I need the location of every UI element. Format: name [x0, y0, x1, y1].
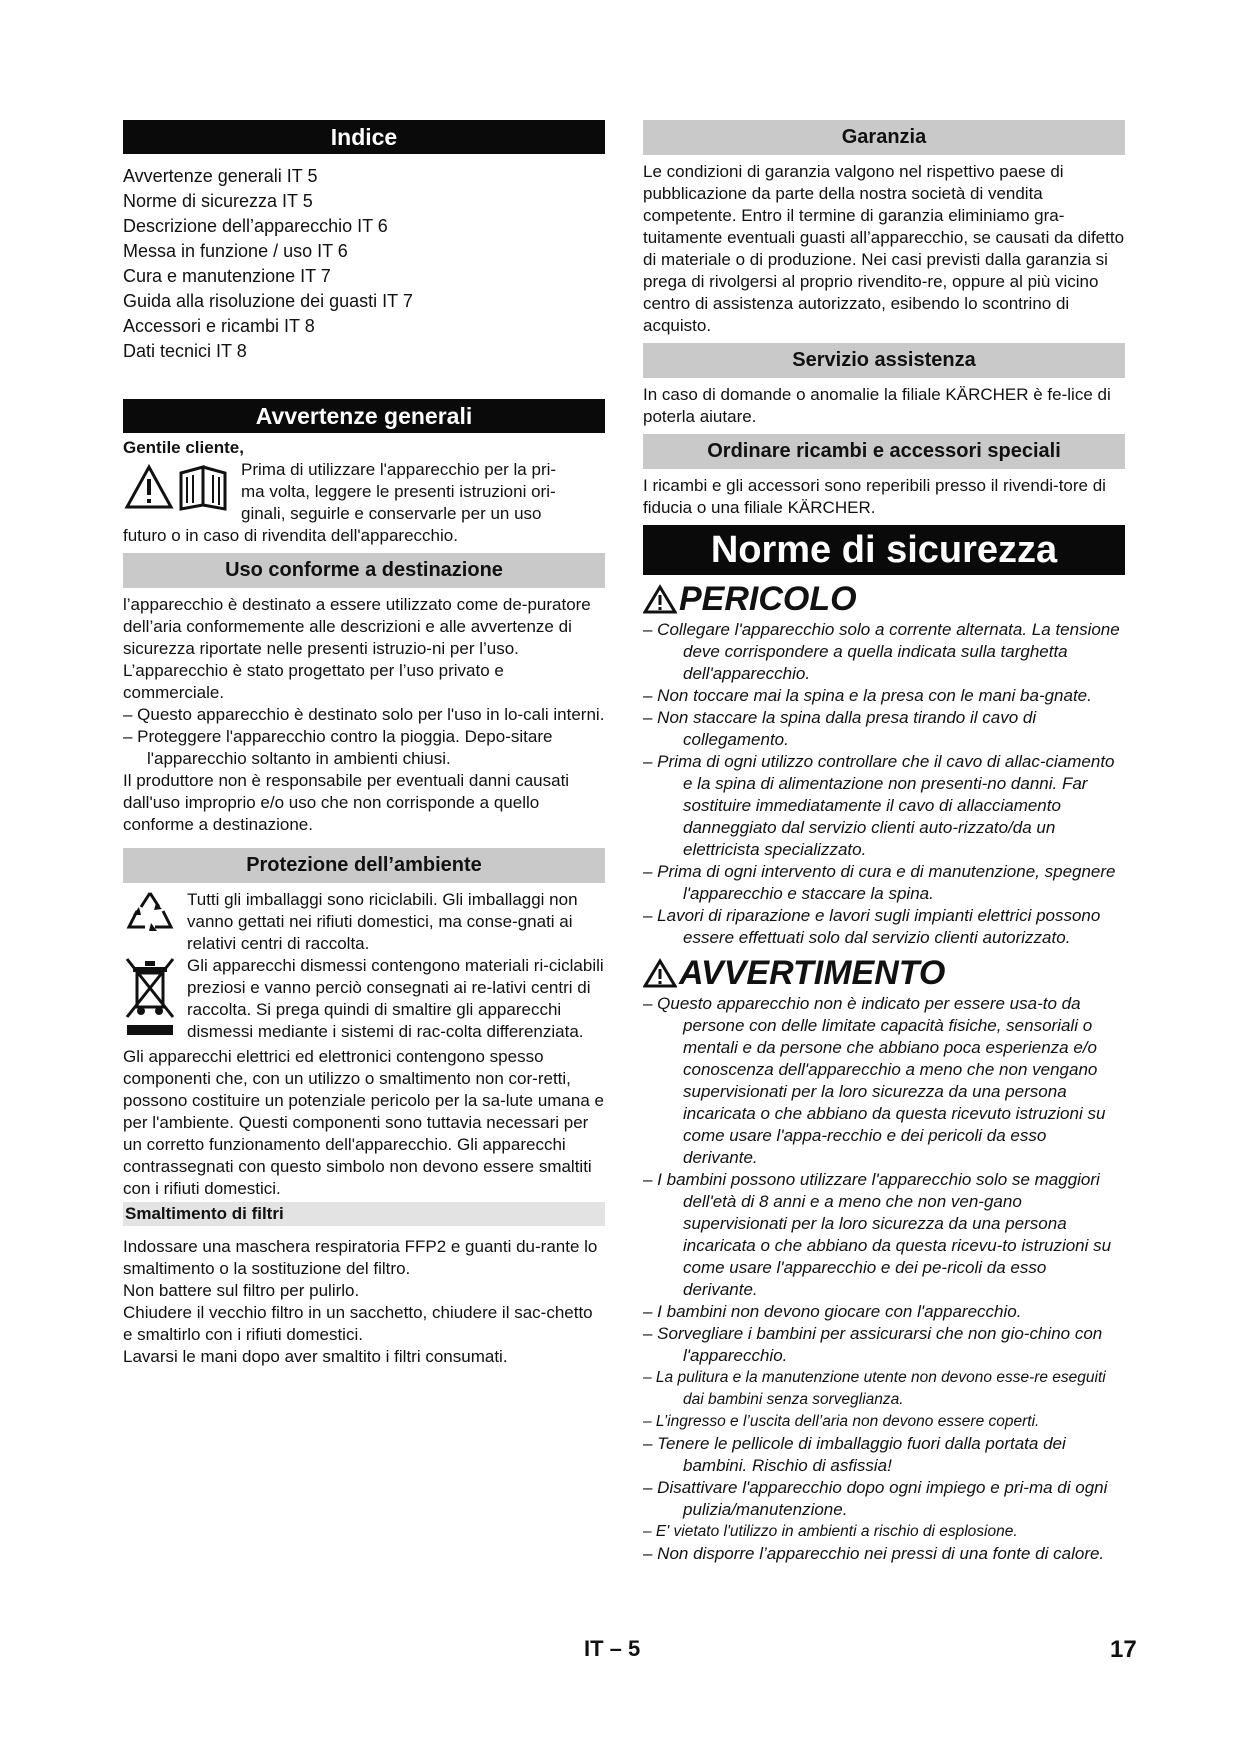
warning-item: – Tenere le pellicole di imballaggio fuori dalla portata dei bambini. Rischio di asfissia! — [643, 1434, 1066, 1475]
toc-item[interactable]: Accessori e ricambi IT 8 — [123, 316, 315, 336]
danger-item: – Lavori di riparazione e lavori sugli impianti elettrici possono essere effettuati solo dal servizio clienti autorizzato. — [643, 906, 1101, 947]
warning-item: – Questo apparecchio non è indicato per essere usa-to da persone con delle limitate capacità fisiche, sensoriali o mentali e da persone che abbiano poca esperienza e/o conoscenza dell'apparecchio a meno che non vengano supervisionati per la loro sicurezza da una persona incaricata o che abbiano da questa ricevuto istruzioni su come usare l'appa-recchio e dei pericoli da esso derivante. — [643, 994, 1106, 1167]
recycling-icon — [123, 889, 177, 939]
danger-title — [643, 579, 1125, 619]
toc-item[interactable]: Norme di sicurezza IT 5 — [123, 191, 313, 211]
warning-item: – L’ingresso e l’uscita dell’aria non devono essere coperti. — [643, 1413, 1040, 1430]
warning-item: – La pulitura e la manutenzione utente non devono esse-re eseguiti dai bambini senza sorveglianza. — [643, 1369, 1106, 1408]
danger-item: – Prima di ogni intervento di cura e di manutenzione, spegnere l'apparecchio e staccare la spina. — [643, 862, 1116, 903]
weee-text: Gli apparecchi dismessi contengono materiali ri-ciclabili preziosi e vanno perciò consegnati ai re-lativi centri di raccolta. Si prega quindi di smaltire gli apparecchi dismessi mediante i sistemi di rac-colta differenziata. — [187, 956, 604, 1041]
footer-section-page: IT – 5 — [584, 1636, 641, 1661]
warning-item: – I bambini non devono giocare con l'apparecchio. — [643, 1302, 1022, 1321]
left-column — [123, 120, 605, 1368]
parts-heading: Ordinare ricambi e accessori speciali — [643, 434, 1125, 469]
general-warnings-heading: Avvertenze generali — [123, 399, 605, 433]
toc-item[interactable]: Guida alla risoluzione dei guasti IT 7 — [123, 291, 413, 311]
electric-devices-text: Gli apparecchi elettrici ed elettronici contengono spesso componenti che, con un utilizzo o smaltimento non cor-retti, possono costituire un potenziale pericolo per la sa-lute umana e per l'ambiente. Questi componenti sono tuttavia necessari per un corretto funzionamento dell'apparecchio. Gli apparecchi contrassegnati con questo simbolo non devono essere smaltiti con i rifiuti domestici. — [123, 1047, 605, 1198]
warning-book-icon — [123, 459, 235, 511]
intro-line: ma volta, leggere le presenti istruzioni ori- — [241, 482, 556, 501]
danger-item: – Non staccare la spina dalla presa tirando il cavo di collegamento. — [643, 708, 1037, 749]
warranty-text: Le condizioni di garanzia valgono nel rispettivo paese di pubblicazione da parte della nostra società di vendita competente. Entro il termine di garanzia eliminiamo gra-tuitamente eventuali guasti all’apparecchio, se causati da difetto di materiale o di produzione. Nei casi previsti dalla garanzia si prega di rivolgersi al proprio rivendito-re, oppure al più vicino centro di assistenza autorizzato, esibendo lo scontrino di acquisto. — [643, 162, 1125, 335]
intended-use-heading: Uso conforme a destinazione — [123, 553, 605, 588]
warning-item: – I bambini possono utilizzare l'apparecchio solo se maggiori dell'età di 8 anni e a meno che non ven-gano supervisionati per la loro sicurezza da una persona incaricata o che abbiano da questa ricevu-to istruzioni su come usare l'apparecchio e dei pe-ricoli da esso derivante. — [643, 1170, 1112, 1299]
intended-use-text: L’apparecchio è stato progettato per l’uso privato e commerciale. — [123, 661, 504, 702]
warning-item: – E' vietato l'utilizzo in ambienti a rischio di esplosione. — [643, 1523, 1018, 1540]
environment-heading: Protezione dell’ambiente — [123, 848, 605, 883]
intended-use-text: l’apparecchio è destinato a essere utilizzato come de-puratore dell’aria conformemente alle descrizioni e alle avvertenze di sicurezza riportate nelle presenti istruzio-ni per l’uso. — [123, 595, 591, 658]
warning-triangle-icon — [643, 584, 677, 614]
toc-item[interactable]: Messa in funzione / uso IT 6 — [123, 241, 348, 261]
warning-list — [643, 993, 1125, 1565]
toc-item[interactable]: Descrizione dell’apparecchio IT 6 — [123, 216, 388, 236]
filter-text: Indossare una maschera respiratoria FFP2 e guanti du-rante lo smaltimento o la sostituzione del filtro. — [123, 1237, 598, 1278]
danger-label: PERICOLO — [679, 580, 857, 618]
toc-item[interactable]: Dati tecnici IT 8 — [123, 341, 247, 361]
safety-heading: Norme di sicurezza — [643, 525, 1125, 575]
warning-label: AVVERTIMENTO — [679, 954, 946, 992]
service-heading: Servizio assistenza — [643, 343, 1125, 378]
filter-text: Chiudere il vecchio filtro in un sacchetto, chiudere il sac-chetto e smaltirlo con i rifiuti domestici. — [123, 1303, 593, 1344]
table-of-contents — [123, 164, 605, 364]
warranty-heading: Garanzia — [643, 120, 1125, 155]
manual-notice — [123, 459, 605, 525]
weee-notice — [123, 955, 605, 1046]
filter-disposal-heading: Smaltimento di filtri — [123, 1202, 605, 1226]
warning-item: – Disattivare l'apparecchio dopo ogni impiego e pri-ma di ogni pulizia/manutenzione. — [643, 1478, 1108, 1519]
warning-item: – Sorvegliare i bambini per assicurarsi che non gio-chino con l'apparecchio. — [643, 1324, 1103, 1365]
intro-end: futuro o in caso di rivendita dell'apparecchio. — [123, 526, 458, 545]
toc-item[interactable]: Avvertenze generali IT 5 — [123, 166, 318, 186]
recycling-text: Tutti gli imballaggi sono riciclabili. Gli imballaggi non vanno gettati nei rifiuti domestici, ma conse-gnati ai relativi centri di raccolta. — [187, 890, 578, 953]
page-number: 17 — [1110, 1636, 1137, 1663]
intro-line: ginali, seguirle e conservarle per un uso — [241, 504, 542, 523]
intended-use-item: – Proteggere l'apparecchio contro la pioggia. Depo-sitare l'apparecchio soltanto in ambienti chiusi. — [123, 727, 553, 768]
danger-item: – Non toccare mai la spina e la presa con le mani ba-gnate. — [643, 686, 1092, 705]
crossed-bin-icon — [123, 955, 177, 1041]
warning-triangle-icon — [643, 958, 677, 988]
warning-item: – Non disporre l’apparecchio nei pressi di una fonte di calore. — [643, 1544, 1105, 1563]
liability-text: Il produttore non è responsabile per eventuali danni causati dall'uso improprio e/o uso che non corrisponde a quello conforme a destinazione. — [123, 771, 570, 834]
recycling-notice — [123, 889, 605, 955]
service-text: In caso di domande o anomalie la filiale KÄRCHER è fe-lice di poterla aiutare. — [643, 385, 1111, 426]
right-column — [643, 120, 1125, 1565]
filter-text: Non battere sul filtro per pulirlo. — [123, 1281, 360, 1300]
danger-item: – Collegare l'apparecchio solo a corrente alternata. La tensione deve corrispondere a quella indicata sulla targhetta dell'apparecchio. — [643, 620, 1120, 683]
index-heading: Indice — [123, 120, 605, 154]
danger-item: – Prima di ogni utilizzo controllare che il cavo di allac-ciamento e la spina di alimentazione non presenti-no danni. Far sostituire immediatamente il cavo di allacciamento danneggiato dal servizio clienti auto-rizzato/da un elettricista specializzato. — [643, 752, 1115, 859]
warning-title — [643, 953, 1125, 993]
filter-text: Lavarsi le mani dopo aver smaltito i filtri consumati. — [123, 1347, 508, 1366]
danger-list — [643, 619, 1125, 949]
toc-item[interactable]: Cura e manutenzione IT 7 — [123, 266, 331, 286]
intended-use-item: – Questo apparecchio è destinato solo per l'uso in lo-cali interni. — [123, 705, 605, 724]
intro-line: Prima di utilizzare l'apparecchio per la pri- — [241, 460, 557, 479]
greeting: Gentile cliente, — [123, 438, 244, 457]
parts-text: I ricambi e gli accessori sono reperibili presso il rivendi-tore di fiducia o una filiale KÄRCHER. — [643, 476, 1106, 517]
